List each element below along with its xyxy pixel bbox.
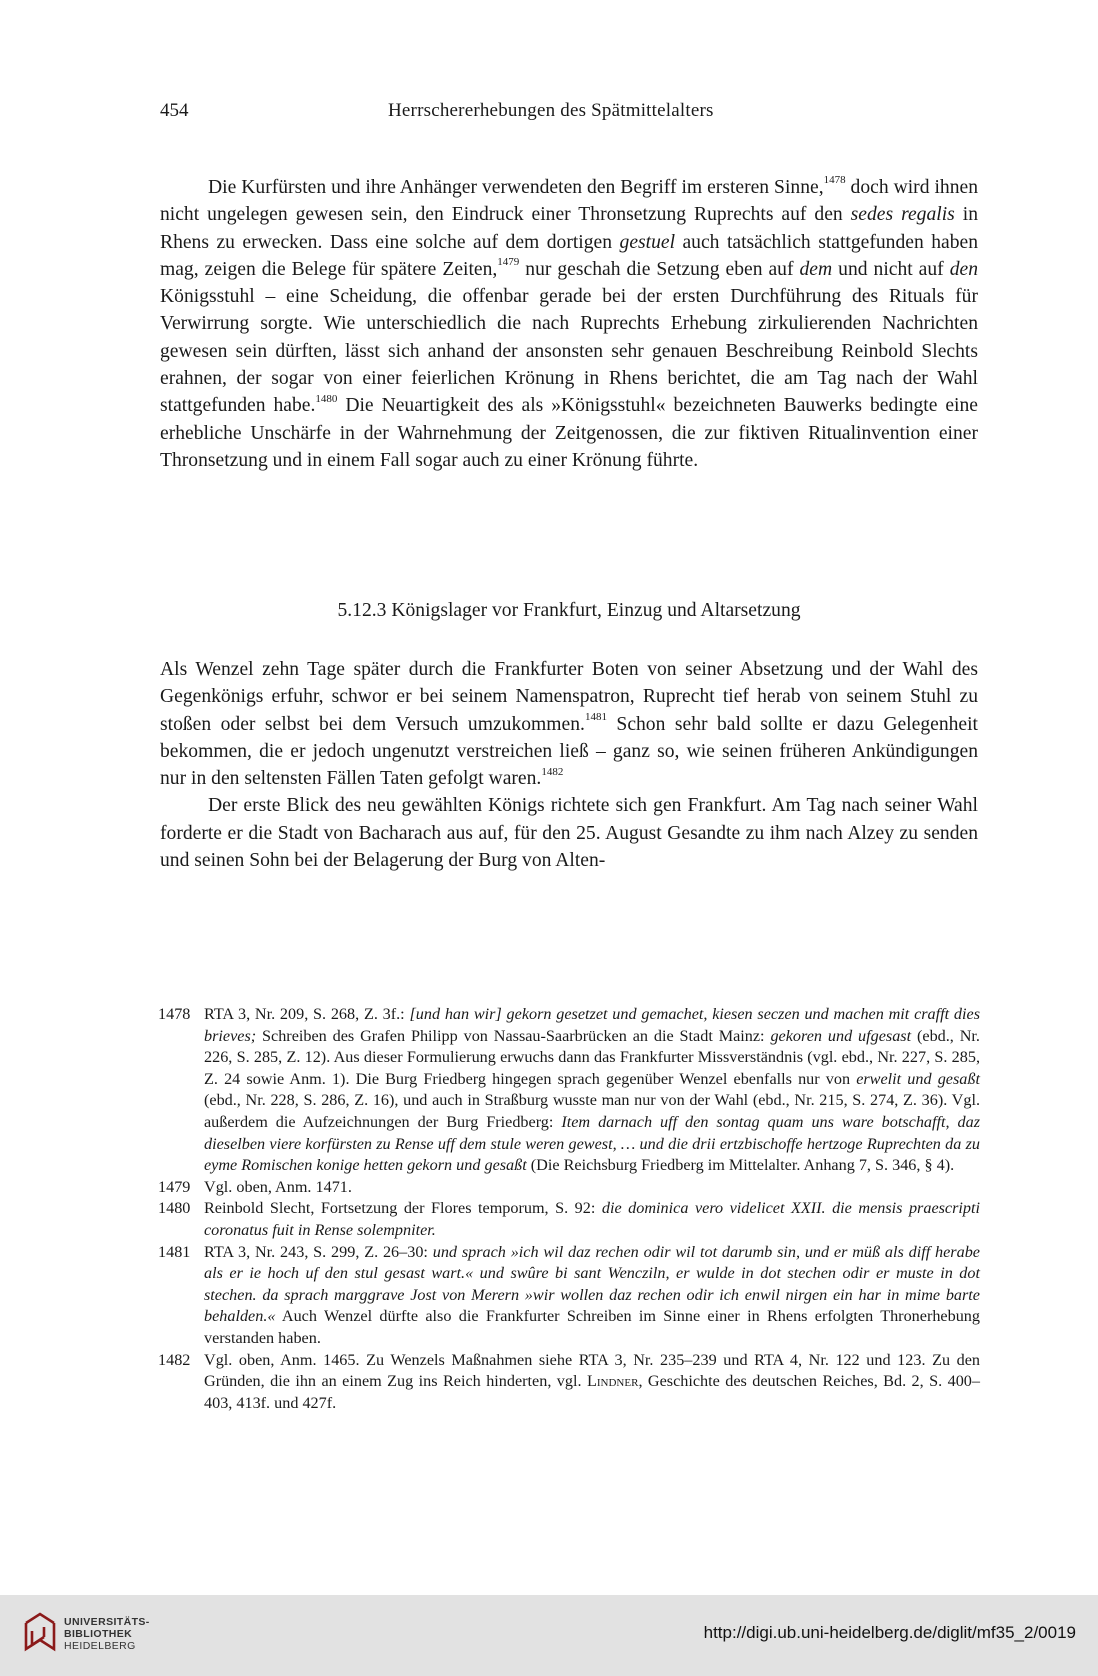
italic-quote: und sprach »ich wil daz rechen odir wil tot darumb sin, und er müß als diff herabe als er ie hoch uf den stul gesast wart.« und swûre bi sant Wenczilп, er wulde in dot stechen odir er muste in dot stechen. da sprach marggrave Jost von Merern »wir wollen daz rechen odir ich enwil nirgen ein har in mime barte behalden.« xyxy=(204,1242,980,1326)
text-run: auch tatsächlich stattgefunden haben mag, zeigen die Belege für spätere Zeiten, xyxy=(160,231,979,280)
footnote-text xyxy=(204,1242,980,1350)
text-run: nur geschah die Setzung eben auf xyxy=(519,258,800,280)
paragraph xyxy=(160,174,978,474)
library-logo[interactable] xyxy=(22,1607,172,1663)
text-run: Reinbold Slecht, Fortsetzung der Flores temporum, S. 92: xyxy=(204,1199,602,1218)
text-run: (ebd., Nr. 228, S. 286, Z. 16), und auch in Straßburg wusste man nur von der Wahl (ebd., Nr. 215, S. 274, Z. 36). Vgl. außerdem die Aufzeichnungen der Burg Friedberg: xyxy=(204,1091,980,1131)
italic-quote: [und han wir] gekorn gesetzet und gemachet, kiesen seczen und machen mit crafft dies brieves; xyxy=(204,1005,980,1045)
footnote-number: 1478 xyxy=(158,1005,191,1023)
text-run: Als Wenzel zehn Tage später durch die Frankfurter Boten von seiner Absetzung und der Wahl des Gegenkönigs erfuhr, schwor er bei seinem Namenspatron, Ruprecht tief herab von seinem Stuhl zu stoßen oder selbst bei dem Versuch umzukommen. xyxy=(160,659,978,735)
footer-bar xyxy=(0,1595,1098,1676)
text-run: Königsstuhl – eine Scheidung, die offenbar gerade bei der ersten Durchführung des Rituals für Verwirrung sorgte. Wie unterschiedlich die nach Ruprechts Erhebung zirkulierenden Nachrichten gewesen sein dürften, lässt sich anhand der ansonsten sehr genauen Beschreibung Reinbold Slechts erahnen, der sogar von einer feierlichen Krönung in Rhens berichtet, die am Tag nach der Wahl stattgefunden habe. xyxy=(160,286,978,417)
text-run: Schon sehr bald sollte er dazu Gelegenheit bekommen, die er jedoch ungenutzt verstreichen ließ – ganz so, wie seinen früheren Ankündigungen nur in den seltensten Fällen Taten gefolgt waren. xyxy=(160,713,978,790)
footnote-number: 1479 xyxy=(158,1177,191,1196)
footnote-1480 xyxy=(158,1198,980,1241)
italic-term: dem xyxy=(799,258,833,280)
text-run: doch wird ihnen nicht ungelegen gewesen sein, den Eindruck einer Thronsetzung Ruprechts auf den xyxy=(160,177,978,226)
text-run: Schreiben des Grafen Philipp von Nassau-Saarbrücken an die Stadt Mainz: xyxy=(256,1026,771,1045)
page-number: 454 xyxy=(160,100,189,121)
footnote-1481 xyxy=(158,1242,980,1350)
text-run: in Rhens zu erwecken. Dass eine solche auf dem dortigen xyxy=(160,204,978,253)
text-run: Auch Wenzel dürfte also die Frankfurter Schreiben im Sinne einer in Rhens erfolgten Thronerhebung verstanden haben. xyxy=(204,1307,980,1347)
footnote-number: 1482 xyxy=(158,1350,191,1369)
text-run: RTA 3, Nr. 243, S. 299, Z. 26–30: xyxy=(204,1242,433,1261)
footnote-ref-1478[interactable]: 1478 xyxy=(823,174,846,187)
footnote-1482 xyxy=(158,1350,980,1415)
running-title: Herrschererhebungen des Spätmittelalters xyxy=(388,100,714,121)
logo-line: HEIDELBERG xyxy=(64,1640,136,1652)
footnote-1478 xyxy=(158,1004,980,1177)
library-logo-icon xyxy=(22,1609,58,1655)
footnote-ref-1479[interactable]: 1479 xyxy=(497,256,520,269)
footnote-text xyxy=(204,1350,980,1415)
text-run: Die Kurfürsten und ihre Anhänger verwendeten den Begriff im ersteren Sinne, xyxy=(208,177,824,198)
footnote-number: 1481 xyxy=(158,1242,191,1261)
logo-line: UNIVERSITÄTS- xyxy=(64,1616,150,1628)
italic-term: sedes regalis xyxy=(850,204,955,226)
text-run: (ebd., Nr. 226, S. 285, Z. 12). Aus dieser Formulierung erwuchs dann das Frankfurter Missverständnis (vgl. ebd., Nr. 227, S. 285, Z. 24 sowie Anm. 1). Die Burg Friedberg hingegen sprach gegenüber Wenzel ebenfalls nur von xyxy=(204,1026,980,1088)
footnote-1479 xyxy=(158,1177,980,1199)
text-run: (Die Reichsburg Friedberg im Mittelalter. Anhang 7, S. 346, § 4). xyxy=(526,1156,955,1175)
italic-quote: die dominica vero videlicet XXII. die mensis praescripti coronatus fuit in Rense solempniter. xyxy=(204,1199,980,1239)
text-run: und nicht auf xyxy=(832,258,950,280)
text-run: Vgl. oben, Anm. 1465. Zu Wenzels Maßnahmen siehe RTA 3, Nr. 235–239 und RTA 4, Nr. 122 und 123. Zu den Gründen, die ihn an einem Zug ins Reich hinderten, vgl. xyxy=(204,1350,980,1391)
footnotes xyxy=(158,1004,980,1414)
footnote-ref-1482[interactable]: 1482 xyxy=(541,765,564,778)
italic-quote: gekoren und ufgesast xyxy=(770,1026,912,1045)
body-text-upper xyxy=(160,174,978,474)
footnote-text: Vgl. oben, Anm. 1471. xyxy=(204,1177,352,1196)
footnote-ref-1481[interactable]: 1481 xyxy=(584,711,607,724)
footnote-text xyxy=(204,1004,980,1177)
footnote-text xyxy=(204,1198,980,1241)
running-header xyxy=(160,100,978,130)
body-text-lower xyxy=(160,656,978,874)
library-logo-text xyxy=(64,1616,150,1652)
logo-line: BIBLIOTHEK xyxy=(64,1628,133,1640)
author-name: Lindner xyxy=(586,1372,639,1391)
italic-term: gestuel xyxy=(619,231,676,253)
italic-quote: erwelit und gesaßt xyxy=(856,1069,980,1088)
footnote-number: 1480 xyxy=(158,1199,191,1218)
footnote-ref-1480[interactable]: 1480 xyxy=(315,392,338,405)
text-run: Die Neuartigkeit des als »Königsstuhl« bezeichneten Bauwerks bedingte eine erhebliche Unschärfe in der Wahrnehmung der Zeitgenossen, die zur fiktiven Ritualinvention einer Thronsetzung und in einem Fall sogar auch zu einer Krönung führte. xyxy=(160,395,978,471)
italic-term: den xyxy=(949,258,978,280)
text-run: RTA 3, Nr. 209, S. 268, Z. 3f.: xyxy=(204,1005,410,1023)
paragraph xyxy=(160,792,978,874)
text-run: Der erste Blick des neu gewählten Königs richtete sich gen Frankfurt. Am Tag nach seiner Wahl forderte er die Stadt von Bacharach aus auf, für den 25. August Gesandte zu ihm nach Alzey zu senden und seinen Sohn bei der Belagerung der Burg von Alten- xyxy=(160,795,978,872)
source-url[interactable]: http://digi.ub.uni-heidelberg.de/diglit/mf35_2/0019 xyxy=(703,1623,1076,1642)
text-run: , Geschichte des deutschen Reiches, Bd. 2, S. 400–403, 413f. und 427f. xyxy=(204,1372,980,1412)
section-heading: 5.12.3 Königslager vor Frankfurt, Einzug und Altarsetzung xyxy=(337,600,801,621)
paragraph xyxy=(160,656,978,792)
italic-quote: Item darnach uff den sontag quam uns ware botschafft, daz dieselben viere korfürsten zu Rense uff dem stule weren gewest, … und die drii ertzbischoffe hertzoge Ruprechten da zu eyme Romischen konige hetten gekorn und gesaßt xyxy=(204,1112,981,1175)
